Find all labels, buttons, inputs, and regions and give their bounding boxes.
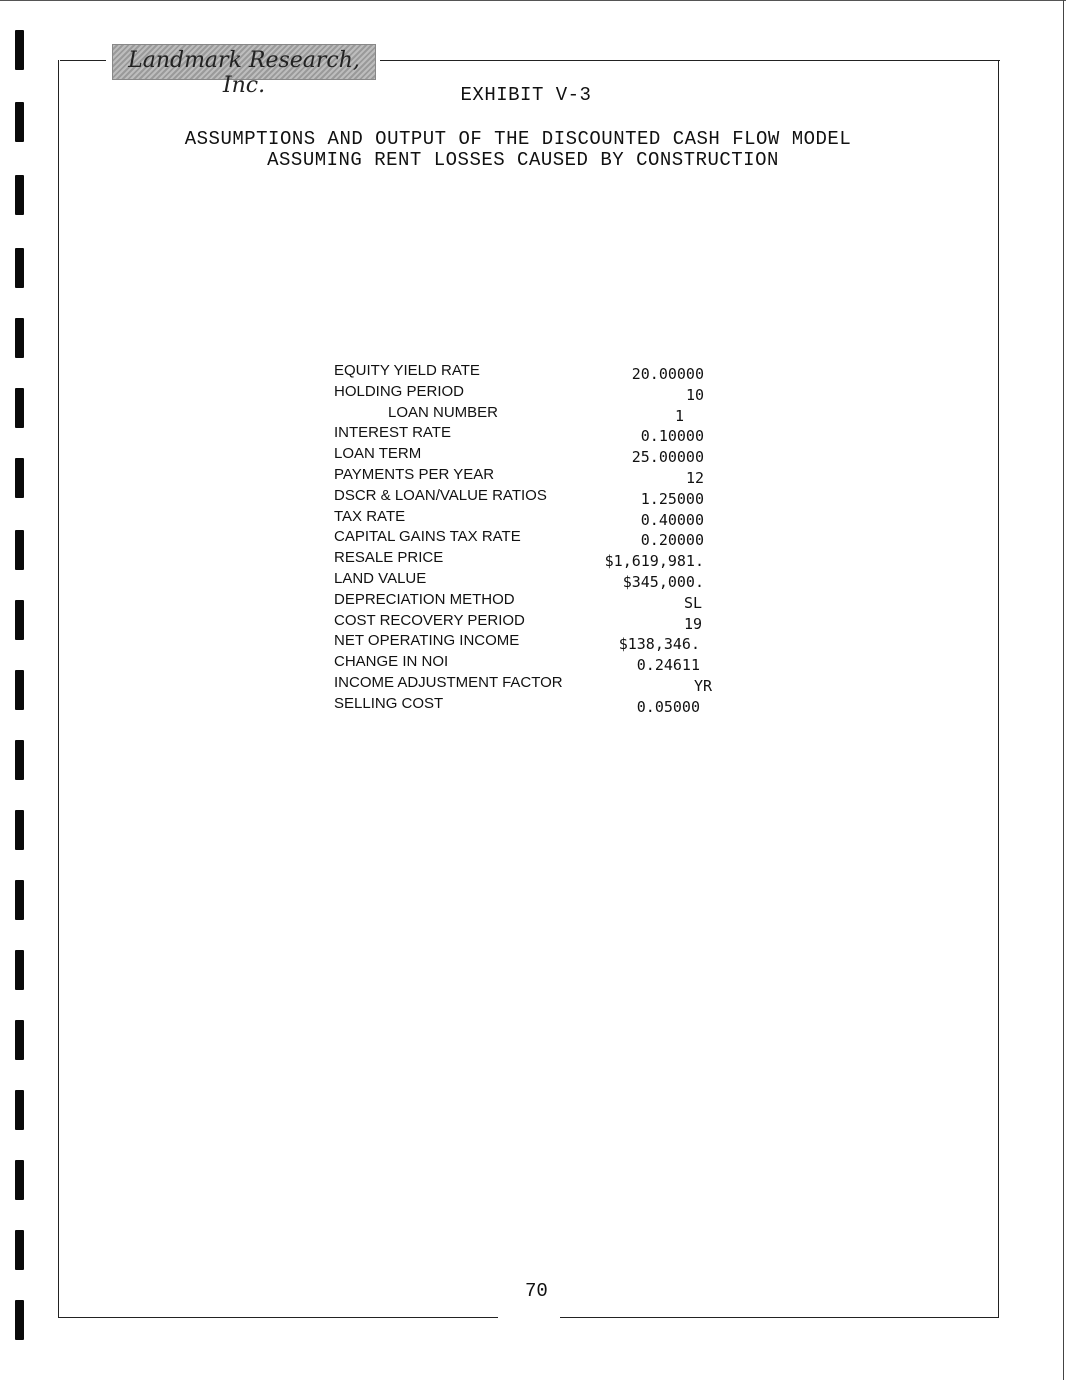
row-label: LAND VALUE (334, 569, 427, 587)
table-row (334, 653, 714, 674)
company-logo (112, 44, 376, 98)
binding-hole (15, 530, 24, 570)
table-row (334, 549, 714, 570)
row-label: EQUITY YIELD RATE (334, 362, 480, 379)
row-label: CAPITAL GAINS TAX RATE (334, 528, 521, 546)
binding-hole (15, 1090, 24, 1130)
row-value: 1 (674, 406, 684, 425)
table-row (334, 445, 714, 466)
table-row (334, 487, 714, 508)
assumptions-table (334, 362, 714, 716)
table-row (334, 508, 714, 529)
row-value: 0.10000 (640, 427, 704, 446)
page-top-edge (0, 0, 1066, 1)
frame-border-bottom-right (560, 1317, 999, 1318)
row-label: INCOME ADJUSTMENT FACTOR (334, 673, 563, 691)
table-row (334, 612, 714, 633)
binding-hole (15, 880, 24, 920)
table-row (334, 404, 714, 425)
binding-hole (15, 1300, 24, 1340)
row-label: LOAN TERM (334, 445, 422, 463)
row-label: NET OPERATING INCOME (334, 632, 520, 650)
heading-line-2: ASSUMING RENT LOSSES CAUSED BY CONSTRUCTION (267, 149, 779, 171)
row-value: 10 (685, 385, 704, 404)
binding-hole (15, 388, 24, 428)
page-right-edge (1063, 0, 1064, 1380)
row-value: 0.05000 (636, 697, 700, 716)
table-row (334, 362, 714, 383)
row-label: INTEREST RATE (334, 424, 451, 442)
frame-border-right (998, 60, 999, 1318)
table-row (334, 466, 714, 487)
row-value: 19 (683, 614, 702, 633)
binding-hole (15, 1230, 24, 1270)
frame-border-top-right (380, 60, 1000, 61)
row-label: COST RECOVERY PERIOD (334, 611, 525, 629)
table-row (334, 695, 714, 716)
row-label: CHANGE IN NOI (334, 653, 449, 671)
row-label: TAX RATE (334, 507, 406, 525)
row-value: 0.20000 (640, 531, 704, 550)
table-row (334, 570, 714, 591)
row-value: 1.25000 (640, 489, 704, 508)
row-value: 25.00000 (631, 448, 704, 467)
binding-hole (15, 458, 24, 498)
row-value: $345,000. (622, 572, 704, 591)
table-row (334, 591, 714, 612)
table-row (334, 632, 714, 653)
row-label: DEPRECIATION METHOD (334, 590, 515, 608)
row-label: PAYMENTS PER YEAR (334, 465, 495, 483)
row-value: $1,619,981. (604, 552, 704, 571)
row-value: 0.24611 (636, 656, 700, 675)
frame-border-top-left (60, 60, 106, 61)
binding-hole (15, 1020, 24, 1060)
binding-hole (15, 600, 24, 640)
binding-holes (15, 30, 25, 1360)
binding-hole (15, 30, 24, 70)
row-label: SELLING COST (334, 694, 444, 712)
logo-text: Landmark Research, Inc. (128, 48, 360, 98)
row-value: YR (693, 676, 712, 695)
page-number: 70 (525, 1280, 548, 1302)
exhibit-label: EXHIBIT V-3 (460, 84, 592, 106)
row-value: 0.40000 (640, 510, 704, 529)
row-value: 20.00000 (631, 365, 704, 383)
binding-hole (15, 1160, 24, 1200)
binding-hole (15, 318, 24, 358)
binding-hole (15, 175, 24, 215)
table-row (334, 424, 714, 445)
row-label: HOLDING PERIOD (334, 382, 465, 400)
frame-border-left (58, 60, 59, 1318)
binding-hole (15, 810, 24, 850)
binding-hole (15, 248, 24, 288)
row-label: RESALE PRICE (334, 549, 444, 567)
row-label: LOAN NUMBER (388, 403, 499, 421)
row-value: SL (683, 593, 702, 612)
table-row (334, 383, 714, 404)
table-row (334, 674, 714, 695)
binding-hole (15, 670, 24, 710)
frame-border-bottom-left (58, 1317, 498, 1318)
binding-hole (15, 950, 24, 990)
row-label: DSCR & LOAN/VALUE RATIOS (334, 486, 547, 504)
table-row (334, 528, 714, 549)
heading-line-1: ASSUMPTIONS AND OUTPUT OF THE DISCOUNTED CASH FLOW MODEL (184, 128, 852, 150)
row-value: $138,346. (618, 635, 700, 654)
row-value: 12 (685, 468, 704, 487)
binding-hole (15, 740, 24, 780)
